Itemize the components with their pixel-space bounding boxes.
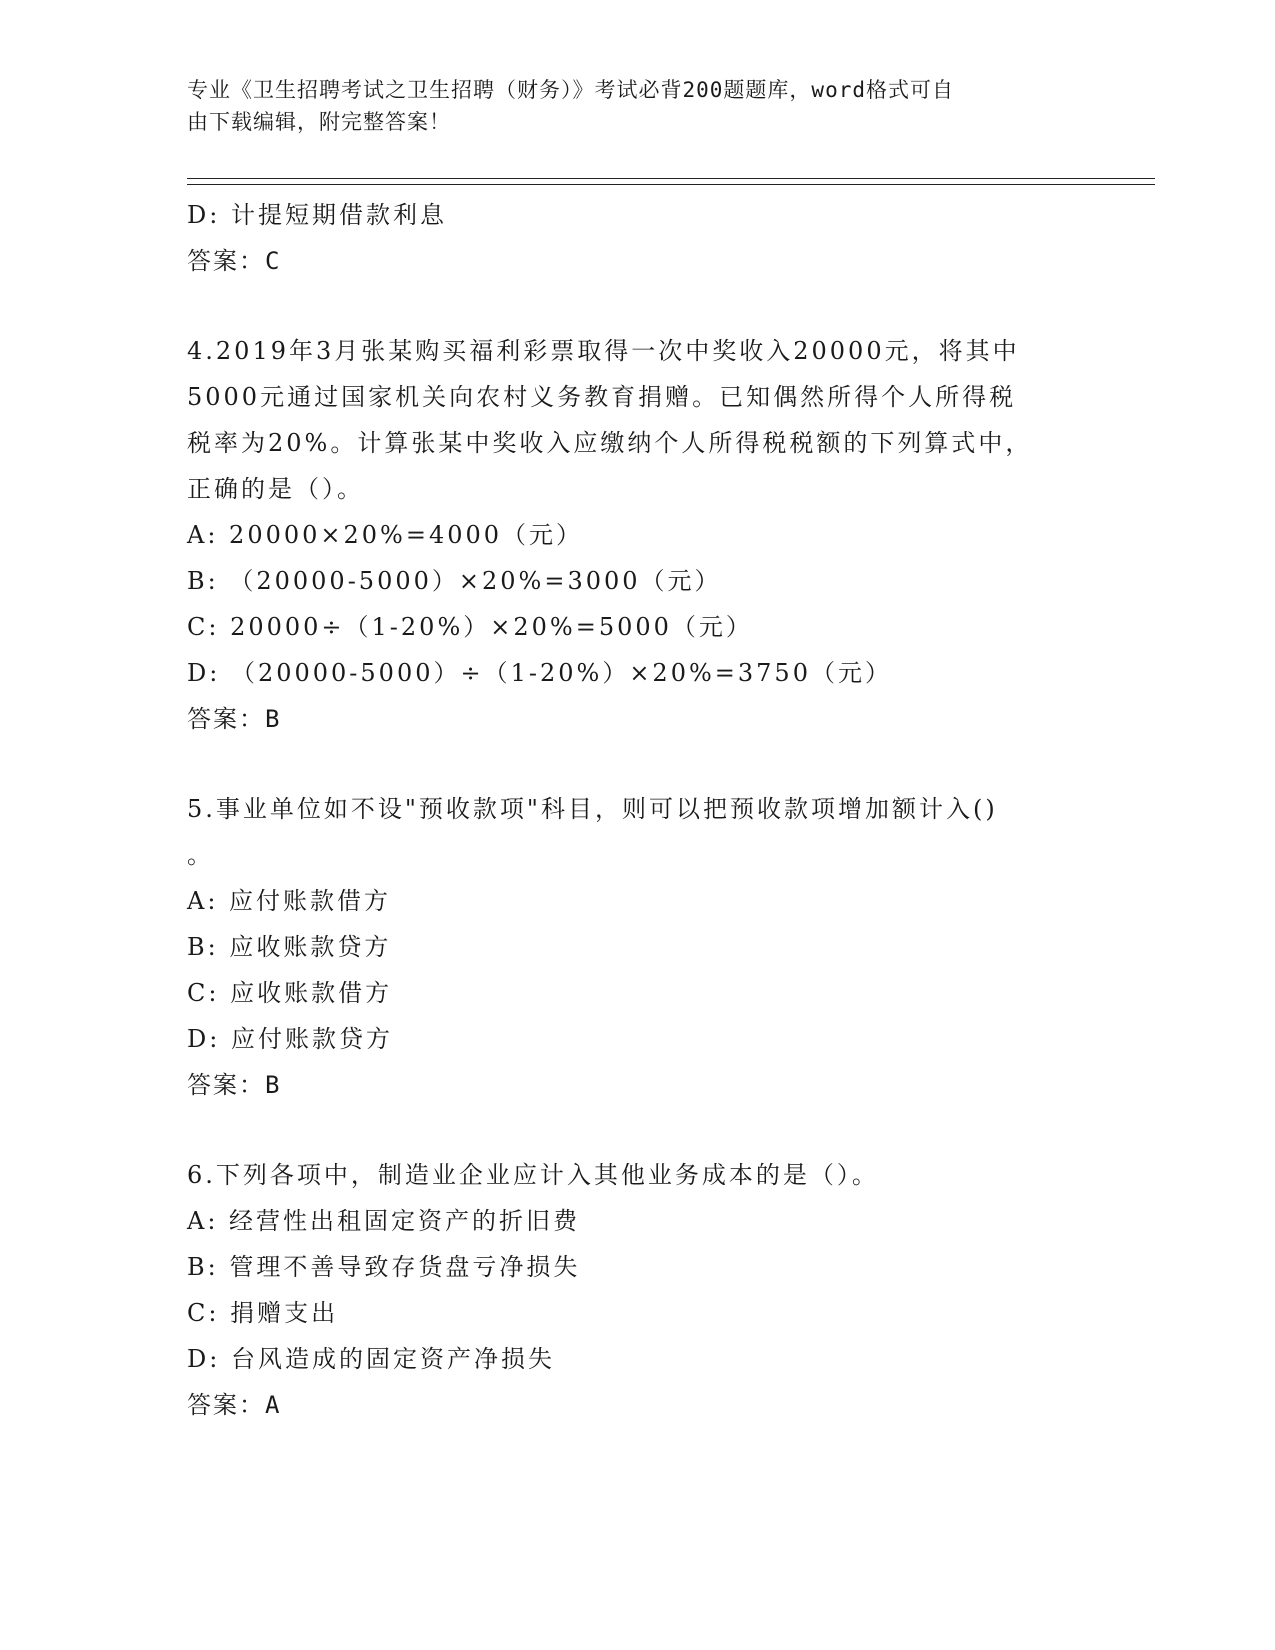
option-d: D: （20000-5000）÷（1-20%）×20%=3750（元） — [187, 659, 892, 687]
question-5 — [187, 786, 1067, 1108]
option-a: A: 20000×20%=4000（元） — [187, 521, 584, 549]
option-d: D: 台风造成的固定资产净损失 — [187, 1345, 555, 1373]
previous-question-tail — [187, 192, 1067, 284]
answer: 答案：C — [187, 247, 282, 275]
page-header — [187, 74, 1067, 138]
header-divider — [187, 178, 1155, 179]
header-divider-secondary — [187, 184, 1155, 185]
option-b: B: 管理不善导致存货盘亏净损失 — [187, 1253, 581, 1281]
question-stem-line: 正确的是（）。 — [187, 475, 364, 503]
option-c: C: 应收账款借方 — [187, 979, 393, 1007]
answer: 答案：A — [187, 1391, 282, 1419]
option-c: C: 20000÷（1-20%）×20%=5000（元） — [187, 613, 753, 641]
option-d: D: 应付账款贷方 — [187, 1025, 393, 1053]
header-title-line-2: 由下载编辑，附完整答案！ — [187, 110, 451, 134]
answer: 答案：B — [187, 1071, 282, 1099]
question-6 — [187, 1152, 1067, 1428]
question-stem-line: 5.事业单位如不设"预收款项"科目，则可以把预收款项增加额计入() — [187, 795, 998, 823]
answer: 答案：B — [187, 705, 282, 733]
option-b: B: 应收账款贷方 — [187, 933, 392, 961]
option-b: B: （20000-5000）×20%=3000（元） — [187, 567, 722, 595]
question-stem-line: 税率为20%。计算张某中奖收入应缴纳个人所得税税额的下列算式中， — [187, 429, 1033, 457]
question-stem-line: 6.下列各项中，制造业企业应计入其他业务成本的是（）。 — [187, 1161, 879, 1189]
question-4 — [187, 328, 1067, 742]
option-c: C: 捐赠支出 — [187, 1299, 339, 1327]
header-title-line-1: 专业《卫生招聘考试之卫生招聘（财务）》考试必背200题题库，word格式可自 — [187, 78, 954, 102]
question-stem-line: 4.2019年3月张某购买福利彩票取得一次中奖收入20000元，将其中 — [187, 337, 1020, 365]
question-stem-line: 。 — [187, 841, 214, 869]
option-a: A: 应付账款借方 — [187, 887, 392, 915]
question-stem-line: 5000元通过国家机关向农村义务教育捐赠。已知偶然所得个人所得税 — [187, 383, 1017, 411]
option-a: A: 经营性出租固定资产的折旧费 — [187, 1207, 581, 1235]
option-d: D: 计提短期借款利息 — [187, 201, 447, 229]
document-body — [187, 192, 1067, 1428]
